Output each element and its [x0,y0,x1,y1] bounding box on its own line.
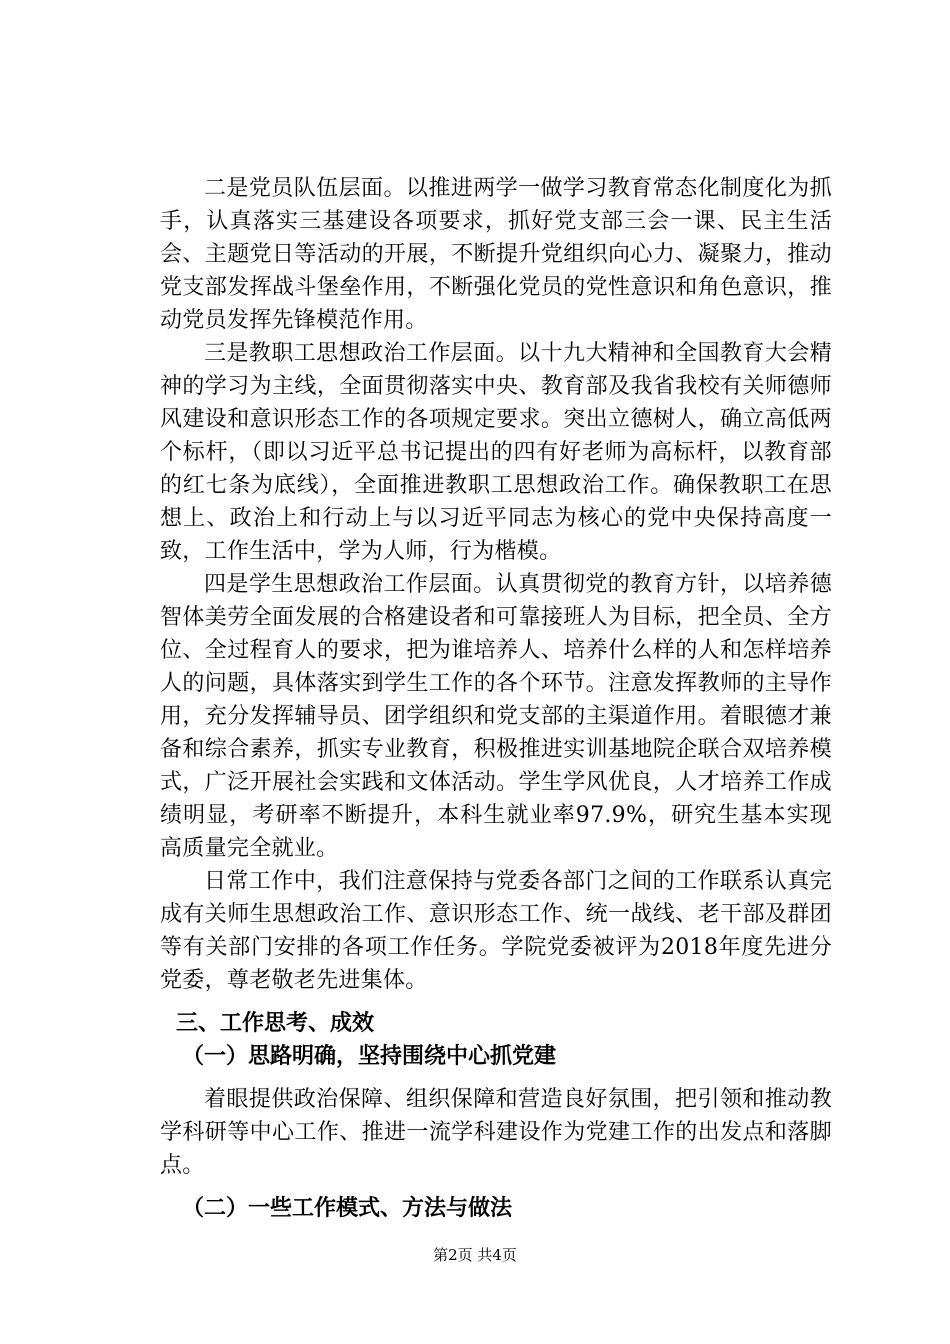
paragraph-after-sub-heading-1: 着眼提供政治保障、组织保障和营造良好氛围，把引领和推动教学科研等中心工作、推进一流学科建设作为党建工作的出发点和落脚点。 [160,1087,832,1178]
section-heading: 三、工作思考、成效 [176,1011,375,1036]
sub-heading-1: （一）思路明确，坚持围绕中心抓党建 [182,1044,557,1069]
paragraph-staff-ideology: 三是教职工思想政治工作层面。以十九大精神和全国教育大会精神的学习为主线，全面贯彻落实中央、教育部及我省我校有关师德师风建设和意识形态工作的各项规定要求。突出立德树人，确立高低两个标杆，（即以习近平总书记提出的四有好老师为高标杆，以教育部的红七条为底线），全面推进教职工思想政治工作。确保教职工在思想上、政治上和行动上与以习近平同志为核心的党中央保持高度一致，工作生活中，学为人师，行为楷模。 [160,341,832,564]
page-footer: 第2页 共4页 [433,1246,517,1264]
paragraph-party-members: 二是党员队伍层面。以推进两学一做学习教育常态化制度化为抓手，认真落实三基建设各项要求，抓好党支部三会一课、民主生活会、主题党日等活动的开展，不断提升党组织向心力、凝聚力，推动党支部发挥战斗堡垒作用，不断强化党员的党性意识和角色意识，推动党员发挥先锋模范作用。 [160,176,832,333]
document-body [160,172,832,1225]
paragraph-student-ideology: 四是学生思想政治工作层面。认真贯彻党的教育方针，以培养德智体美劳全面发展的合格建设者和可靠接班人为目标，把全员、全方位、全过程育人的要求，把为谁培养人、培养什么样的人和怎样培养人的问题，具体落实到学生工作的各个环节。注意发挥教师的主导作用，充分发挥辅导员、团学组织和党支部的主渠道作用。着眼德才兼备和综合素养，抓实专业教育，积极推进实训基地院企联合双培养模式，广泛开展社会实践和文体活动。学生学风优良，人才培养工作成绩明显，考研率不断提升，本科生就业率97.9%，研究生基本实现高质量完全就业。 [160,572,832,861]
paragraph-daily-work: 日常工作中，我们注意保持与党委各部门之间的工作联系认真完成有关师生思想政治工作、意识形态工作、统一战线、老干部及群团等有关部门安排的各项工作任务。学院党委被评为2018年度先进分党委，尊老敬老先进集体。 [160,869,832,993]
sub-heading-2: （二）一些工作模式、方法与做法 [182,1196,513,1221]
